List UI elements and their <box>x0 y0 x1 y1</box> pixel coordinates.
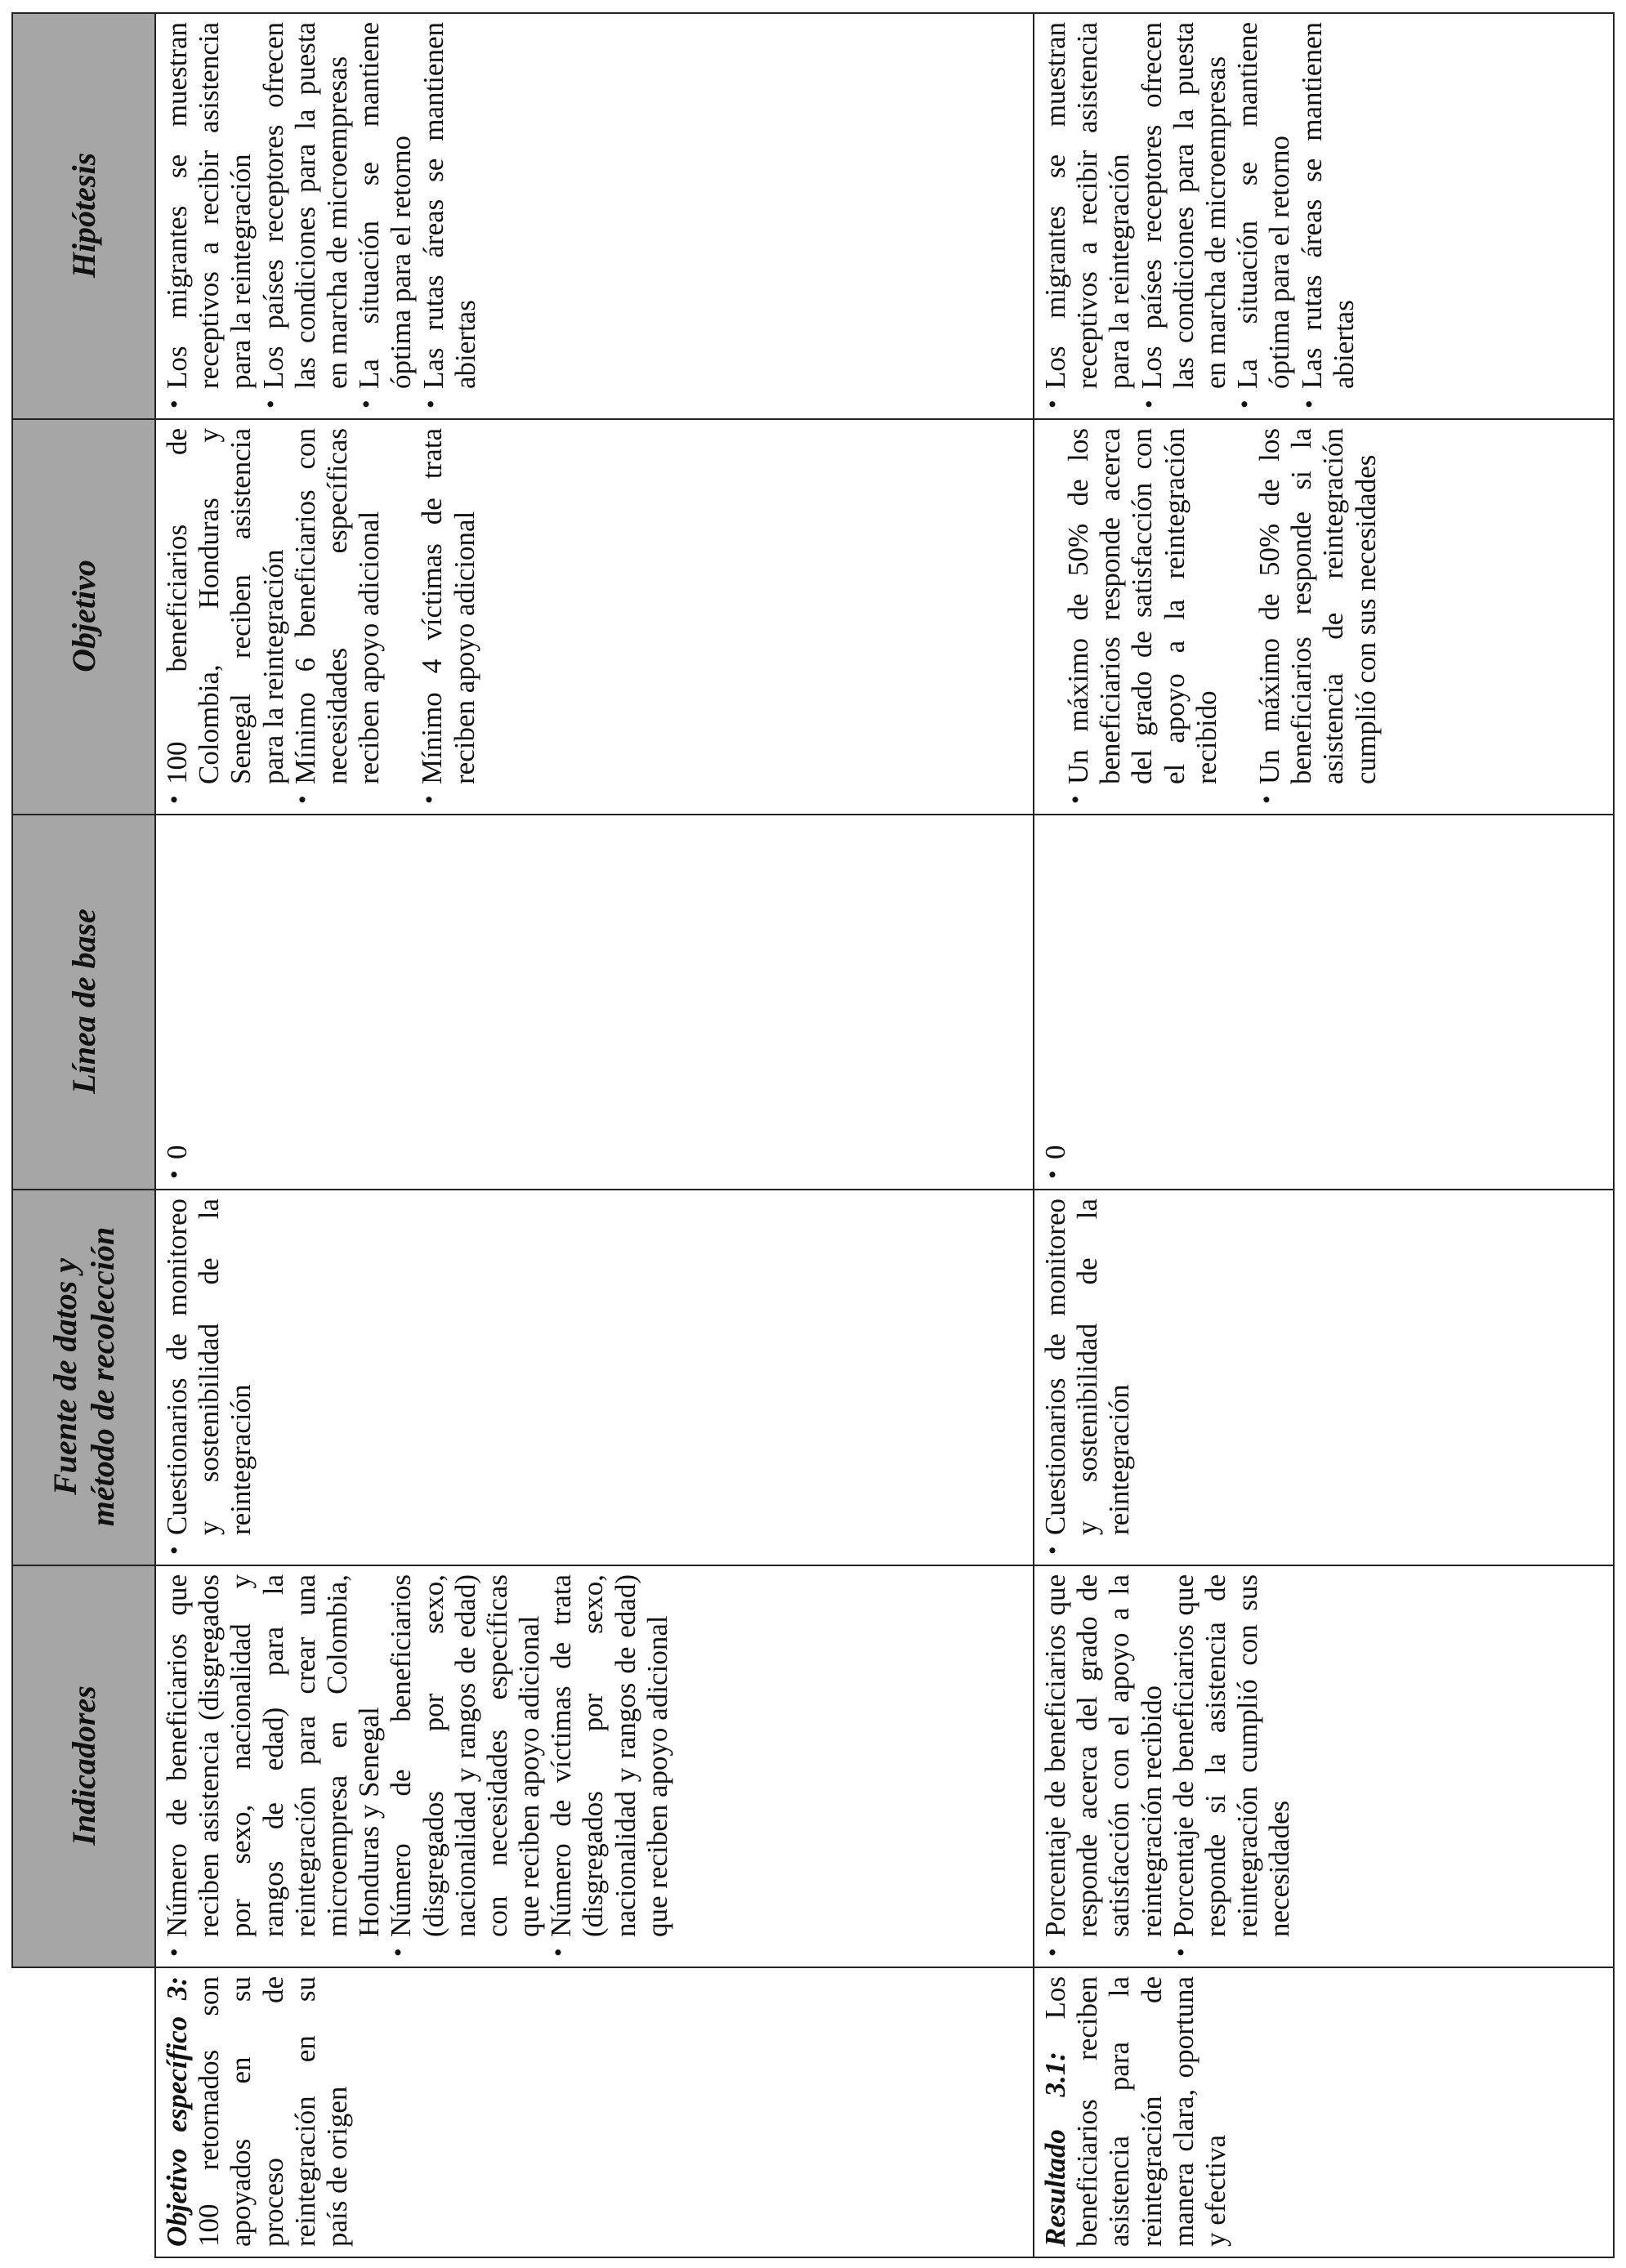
cell-fuente <box>1034 1190 1614 1565</box>
list-item: • 100 beneficiarios de Colombia, Honduras y Senegal reciben asistencia para la reintegración <box>161 428 289 804</box>
table-row <box>155 13 1034 2257</box>
row-label-objetivo-especifico <box>155 1967 1034 2257</box>
list-item: • Los países receptores ofrecen las condiciones para la puesta en marcha de microempresas <box>257 22 354 409</box>
header-fuente-line1: Fuente de datos y <box>46 1258 83 1495</box>
list-item: • Número de víctimas de trata (disgregados por sexo, nacionalidad y rangos de edad) que reciben apoyo adicional <box>545 1574 673 1957</box>
list-item: • Las rutas áreas se mantienen abiertas <box>418 22 481 409</box>
header-row <box>12 13 155 2257</box>
list-item: • Un máximo de 50% de los beneficiarios responde acerca del grado de satisfacción con el apoyo a la reintegración recibido <box>1062 428 1222 804</box>
header-linea-base: Línea de base <box>12 815 155 1190</box>
row-label-text: 100 retornados son apoyados en su proceso de reintegración en su país de origen <box>193 1976 353 2247</box>
list-item: • Las rutas áreas se mantienen abiertas <box>1296 22 1360 409</box>
list-item: • La situación se mantiene óptima para el retorno <box>1231 22 1295 409</box>
cell-linea-base <box>1034 815 1614 1190</box>
cell-linea-base <box>155 815 1034 1190</box>
header-blank-cell <box>12 1967 155 2257</box>
row-label-title: Resultado 3.1: <box>1039 2051 1071 2247</box>
list-item: • La situación se mantiene óptima para el retorno <box>353 22 417 409</box>
table-row <box>1034 13 1614 2257</box>
list-item: • Porcentaje de beneficiarios que responde acerca del grado de satisfacción con el apoyo a la reintegración recibido <box>1039 1574 1168 1957</box>
cell-hipotesis <box>155 13 1034 419</box>
list-item: • Un máximo de 50% de los beneficiarios responde si la asistencia de reintegración cumplió con sus necesidades <box>1253 428 1382 804</box>
row-label-title: Objetivo específico 3: <box>161 1976 193 2247</box>
list-item: • Número de beneficiarios (disgregados por sexo, nacionalidad y rangos de edad) con necesidades específicas que reciben apoyo adicional <box>385 1574 545 1957</box>
list-item: • Número de beneficiarios que reciben asistencia (disgregados por sexo, nacionalidad y rangos de edad) para la reintegración para crear una microempresa en Colombia, Honduras y Senegal <box>161 1574 385 1957</box>
list-item: • Porcentaje de beneficiarios que responde si la asistencia de reintegración cumplió con sus necesidades <box>1168 1574 1296 1957</box>
header-indicadores: Indicadores <box>12 1565 155 1967</box>
list-item: • 0 <box>1039 824 1071 1179</box>
list-item: • 0 <box>161 824 193 1179</box>
header-fuente-line2: método de recolección <box>83 1226 121 1527</box>
cell-indicadores <box>155 1565 1034 1967</box>
cell-indicadores <box>1034 1565 1614 1967</box>
list-item: • Mínimo 4 víctimas de trata reciben apoyo adicional <box>416 428 480 804</box>
header-fuente <box>12 1190 155 1565</box>
list-item: • Cuestionarios de monitoreo y sostenibilidad de la reintegración <box>1039 1199 1136 1555</box>
list-item: • Los migrantes se muestran receptivos a recibir asistencia para la reintegración <box>1039 22 1136 409</box>
cell-objetivo <box>1034 419 1614 815</box>
logical-framework-table <box>11 12 1615 2258</box>
row-label-resultado <box>1034 1967 1614 2257</box>
list-item: • Los países receptores ofrecen las condiciones para la puesta en marcha de microempresas <box>1136 22 1232 409</box>
cell-objetivo <box>155 419 1034 815</box>
cell-fuente <box>155 1190 1034 1565</box>
list-item: • Cuestionarios de monitoreo y sostenibilidad de la reintegración <box>161 1199 257 1555</box>
header-objetivo: Objetivo <box>12 419 155 815</box>
header-hipotesis: Hipótesis <box>12 13 155 419</box>
list-item: • Mínimo 6 beneficiarios con necesidades específicas reciben apoyo adicional <box>289 428 386 804</box>
cell-hipotesis <box>1034 13 1614 419</box>
list-item: • Los migrantes se muestran receptivos a recibir asistencia para la reintegración <box>161 22 257 409</box>
row-label-text: Los beneficiarios reciben asistencia para la reintegración de manera clara, oportuna y efectiva <box>1039 1976 1231 2247</box>
